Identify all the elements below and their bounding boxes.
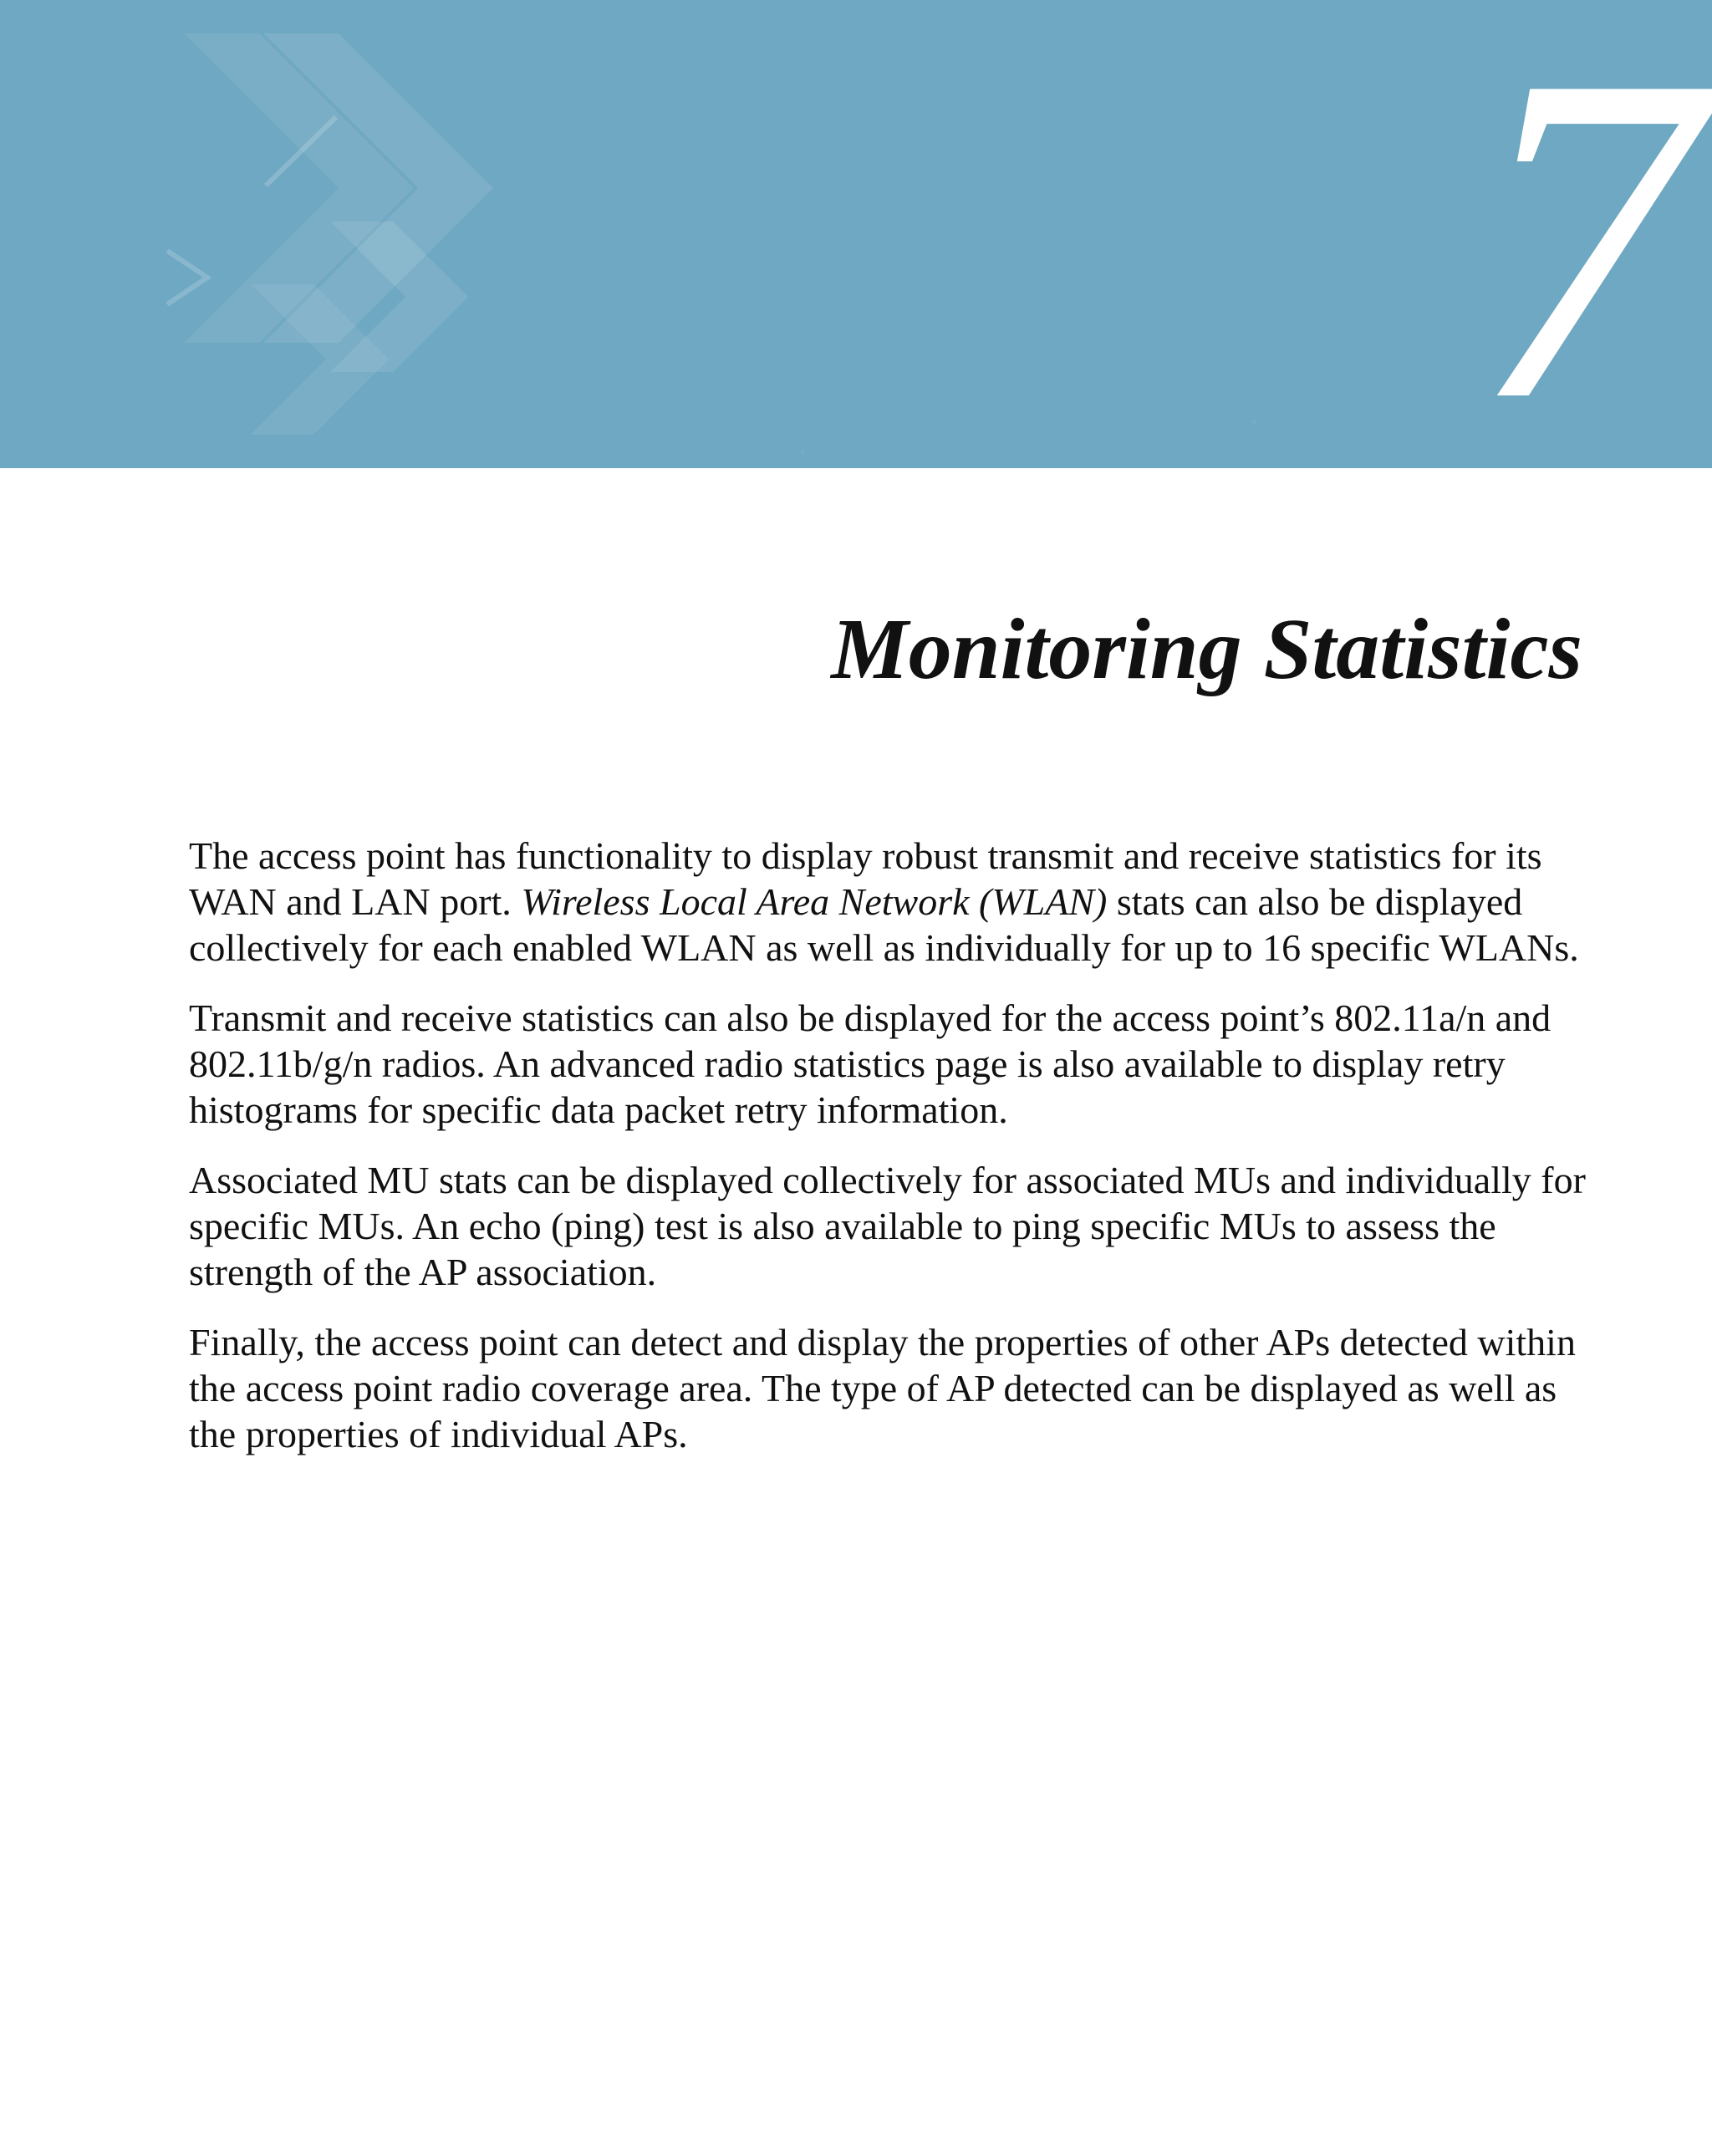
paragraph-text: The access point has functionality to display robust transmit and receive statistics for its WAN and LAN port. xyxy=(189,834,1542,923)
intro-paragraph: Finally, the access point can detect and display the properties of other APs detected within the access point radio coverage area. The type of AP detected can be displayed as well as the properties of individual APs. xyxy=(189,1321,1576,1455)
paragraph-text: stats can also be displayed collectively for each enabled WLAN as well as individually for up to 16 specific WLANs. xyxy=(189,880,1579,969)
chapter-intro xyxy=(189,833,1593,1481)
chapter-title: Monitoring Statistics xyxy=(831,601,1582,697)
chapter-banner xyxy=(0,0,1712,468)
chevron-arrows-logo-icon xyxy=(0,0,1712,468)
intro-paragraph: Transmit and receive statistics can also be displayed for the access point’s 802.11a/n and 802.11b/g/n radios. An advanced radio statistics page is also available to display retry histograms for specific data packet retry information. xyxy=(189,996,1552,1131)
intro-paragraph: Associated MU stats can be displayed collectively for associated MUs and individually for specific MUs. An echo (ping) test is also available to ping specific MUs to assess the strength of the AP association. xyxy=(189,1159,1586,1293)
intro-paragraph xyxy=(189,833,1593,971)
wlan-term: Wireless Local Area Network (WLAN) xyxy=(521,880,1108,923)
chapter-number: 7 xyxy=(1470,0,1704,468)
